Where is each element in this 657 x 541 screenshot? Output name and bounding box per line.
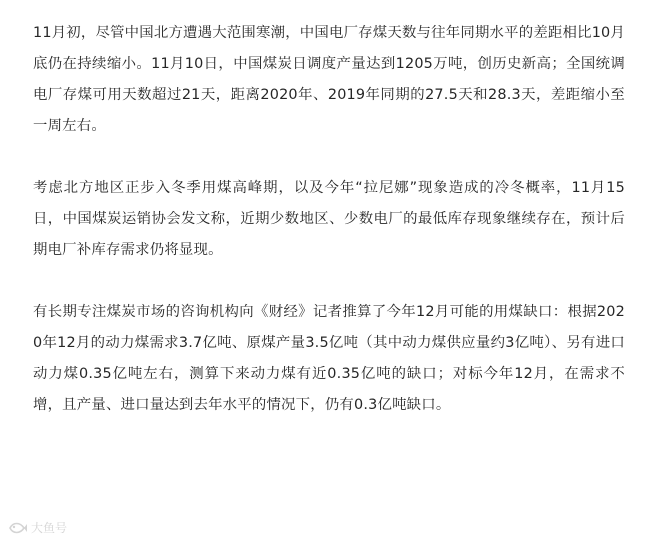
paragraph-2: 考虑北方地区正步入冬季用煤高峰期，以及今年“拉尼娜”现象造成的冷冬概率，11月15日，中国煤炭运销协会发文称，近期少数地区、少数电厂的最低库存现象继续存在，预计后期电厂补库存需求仍将显现。 [33,180,625,258]
watermark [8,519,67,536]
watermark-logo-icon [8,520,28,536]
article-body [33,18,625,421]
paragraph-1: 11月初，尽管中国北方遭遇大范围寒潮，中国电厂存煤天数与往年同期水平的差距相比10月底仍在持续缩小。11月10日，中国煤炭日调度产量达到1205万吨，创历史新高；全国统调电厂存煤可用天数超过21天，距离2020年、2019年同期的27.5天和28.3天，差距缩小至一周左右。 [33,25,625,134]
watermark-text: 大鱼号 [31,521,68,535]
paragraph-3: 有长期专注煤炭市场的咨询机构向《财经》记者推算了今年12月可能的用煤缺口：根据2020年12月的动力煤需求3.7亿吨、原煤产量3.5亿吨（其中动力煤供应量约3亿吨）、另有进口动力煤0.35亿吨左右，测算下来动力煤有近0.35亿吨的缺口；对标今年12月，在需求不增，且产量、进口量达到去年水平的情况下，仍有0.3亿吨缺口。 [33,304,625,413]
